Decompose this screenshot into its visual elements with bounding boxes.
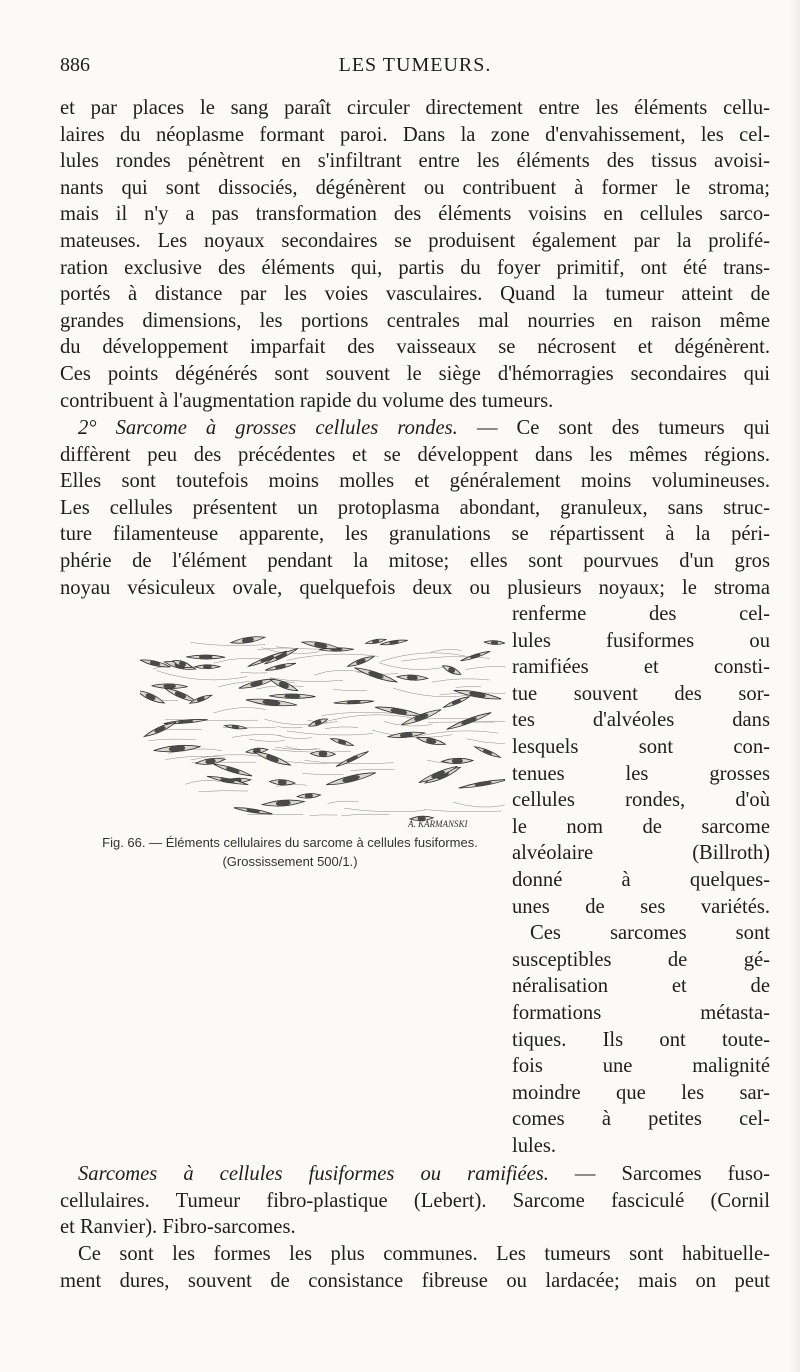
paragraph-2 [60, 415, 770, 601]
text-line: grandes dimensions, les portions centrales mal nourries en raison même [60, 309, 770, 332]
fiber-streak [148, 739, 196, 740]
spindle-cell [269, 693, 315, 698]
figure-66-engraving [140, 630, 505, 835]
text-line: alvéolaire (Billroth) [512, 842, 770, 865]
fiber-streak [240, 672, 267, 673]
fiber-streak [185, 780, 222, 784]
fiber-streak [279, 736, 312, 739]
text-line: et Ranvier). Fibro-sarcomes. [60, 1216, 296, 1239]
spindle-cell [230, 635, 265, 646]
fiber-streak [214, 708, 266, 713]
text-line: du développement imparfait des vaisseaux se nécrosent et dégénèrent. [60, 336, 770, 359]
spindle-cell [446, 710, 492, 731]
fiber-streak [157, 671, 248, 680]
text-line: Ces points dégénérés sont souvent le siège d'hémorragies secondaires qui [60, 362, 770, 385]
scan-shadow-edge [788, 0, 800, 1372]
spindle-cell [333, 699, 373, 704]
paragraph-3 [60, 1161, 770, 1241]
text-line: noyau vésiculeux ovale, quelquefois deux ou plusieurs noyaux; le stroma [60, 576, 770, 599]
spindle-cell [140, 688, 166, 706]
spindle-cell [347, 654, 375, 668]
text-line: cellules rondes, d'où [512, 789, 770, 812]
text-line: donné à quelques- [512, 868, 770, 891]
text-line: comes à petites cel- [512, 1108, 770, 1131]
spindle-cell [224, 724, 246, 730]
fiber-streak [379, 663, 445, 670]
spindle-cell [297, 793, 321, 800]
caption-magnification: (Grossissement 500/1.) [222, 854, 358, 869]
text-line: lules fusiformes ou [512, 629, 770, 652]
fiber-streak [380, 653, 465, 662]
fiber-streak [341, 814, 389, 816]
text-line: susceptibles de gé- [512, 948, 770, 971]
spindle-cell [262, 798, 304, 807]
text-line: ramifiées et consti- [512, 656, 770, 679]
fiber-streak [191, 755, 263, 760]
fiber-streak [287, 731, 374, 735]
fiber-streak [273, 750, 351, 753]
spindle-cell [441, 663, 462, 677]
text-line: ment dures, souvent de consistance fibreuse ou lardacée; mais on peut [60, 1269, 770, 1292]
fiber-streak [328, 801, 359, 803]
fiber-streak [465, 666, 505, 669]
fiber-streak [456, 687, 481, 688]
fiber-streak [431, 649, 462, 652]
fiber-streak [249, 739, 285, 741]
text-line [60, 1161, 770, 1188]
spindle-cell [416, 735, 446, 747]
text-line: mateuses. Les noyaux secondaires se produisent également par la prolifé- [60, 229, 770, 252]
fiber-streak [467, 739, 505, 744]
spindle-cell [458, 777, 505, 790]
spindle-cells-illustration [140, 630, 505, 835]
text-line: lules. [512, 1134, 557, 1157]
spindle-cell [311, 750, 336, 757]
spindle-cell [400, 707, 442, 728]
spindle-cell [152, 683, 188, 689]
fiber-streak [323, 715, 411, 723]
fiber-streak [232, 734, 281, 737]
side-column-text [512, 601, 770, 1159]
text-fragment: — Ce sont des tumeurs qui [457, 417, 770, 439]
text-line: fois une malignité [512, 1055, 770, 1078]
fiber-streak [414, 731, 498, 738]
text-line: Ce sont les formes les plus communes. Les tumeurs sont habituelle- [78, 1243, 770, 1265]
spindle-cell [474, 745, 501, 759]
spindle-cell [186, 655, 225, 660]
text-line: laires du néoplasme formant paroi. Dans la zone d'envahissement, les cel- [60, 123, 770, 146]
text-line [60, 415, 770, 442]
text-line: diffèrent peu des précédentes et se développent dans les mêmes régions. [60, 443, 770, 466]
paragraph-1 [60, 95, 770, 414]
caption-line: Fig. 66. — Éléments cellulaires du sarcome à cellules fusiformes. [102, 835, 478, 850]
section-heading-sarcome-grosses-cellules: 2° Sarcome à grosses cellules rondes. [78, 417, 458, 439]
text-line: renferme des cel- [512, 603, 770, 625]
spindle-cell [441, 758, 473, 765]
text-line: le nom de sarcome [512, 815, 770, 838]
spindle-cell [195, 664, 220, 668]
spindle-cell [335, 750, 369, 768]
text-line: contribuent à l'augmentation rapide du volume des tumeurs. [60, 389, 554, 412]
page-header [60, 54, 770, 84]
text-line: lesquels sont con- [512, 735, 770, 758]
spindle-cell [140, 658, 170, 670]
text-line: tenues les grosses [512, 762, 770, 785]
text-line: nants qui sont dissociés, dégénèrent ou contribuent à former le stroma; [60, 176, 770, 199]
page-number: 886 [60, 54, 90, 76]
text-line: Les cellules présentent un protoplasma abondant, granuleux, sans struc- [60, 496, 770, 519]
fiber-streak [302, 773, 343, 774]
text-line: tue souvent des sor- [512, 682, 770, 705]
text-line: tes d'alvéoles dans [512, 709, 770, 732]
section-heading-sarcomes-fusiformes: Sarcomes à cellules fusiformes ou ramifiées. [78, 1163, 549, 1185]
paragraph-4 [60, 1241, 770, 1294]
spindle-cell [397, 674, 428, 681]
text-line: lules rondes pénètrent en s'infiltrant entre les éléments des tissus avoisi- [60, 150, 770, 173]
text-line: portés à distance par les voies vasculaires. Quand la tumeur atteint de [60, 283, 770, 306]
text-line: mais il n'y a pas transformation des éléments voisins en cellules sarco- [60, 203, 770, 226]
fiber-streak [351, 769, 395, 770]
spindle-cell [484, 640, 505, 645]
running-title: LES TUMEURS. [338, 54, 492, 76]
fiber-streak [344, 808, 424, 812]
text-line: tiques. Ils ont toute- [512, 1028, 770, 1051]
text-line: néralisation et de [512, 975, 770, 998]
text-line: unes de ses variétés. [512, 895, 770, 918]
fiber-streak [199, 791, 248, 792]
fiber-streak [424, 809, 501, 811]
spindle-cell [233, 806, 272, 816]
engraver-signature: A. KARMANSKI [408, 819, 468, 829]
spindle-cell [330, 737, 354, 748]
fiber-streak [333, 689, 367, 691]
spindle-cell [418, 764, 459, 785]
spindle-cell [354, 665, 399, 685]
spindle-cell [153, 743, 200, 753]
fiber-streak [432, 679, 490, 682]
spindle-cell [238, 677, 275, 691]
text-line: formations métasta- [512, 1001, 770, 1024]
text-fragment: — Sarcomes fuso- [548, 1163, 770, 1185]
text-line: Ces sarcomes sont [530, 922, 770, 945]
text-line: ture filamenteuse apparente, les granulations se répartissent à la péri- [60, 523, 770, 546]
figure-caption [75, 833, 505, 871]
spindle-cell [213, 762, 253, 778]
text-line: moindre que les sar- [512, 1081, 770, 1104]
text-line: Elles sont toutefois moins molles et généralement moins volumineuses. [60, 470, 770, 493]
text-line: ration exclusive des éléments qui, partis du foyer primitif, ont été trans- [60, 256, 770, 279]
fiber-streak [277, 726, 303, 727]
spindle-cell [326, 770, 377, 788]
spindle-cell [269, 779, 295, 787]
fiber-streak [325, 727, 358, 729]
fiber-streak [310, 815, 337, 816]
fiber-streak [314, 670, 361, 675]
fiber-streak [191, 643, 265, 646]
text-line: et par places le sang paraît circuler directement entre les éléments cellu- [60, 97, 770, 119]
text-line: phérie de l'élément pendant la mitose; elles sont pourvues d'un gros [60, 549, 770, 572]
fiber-streak [453, 802, 505, 807]
text-line: cellulaires. Tumeur fibro-plastique (Lebert). Sarcome fasciculé (Cornil [60, 1189, 770, 1212]
